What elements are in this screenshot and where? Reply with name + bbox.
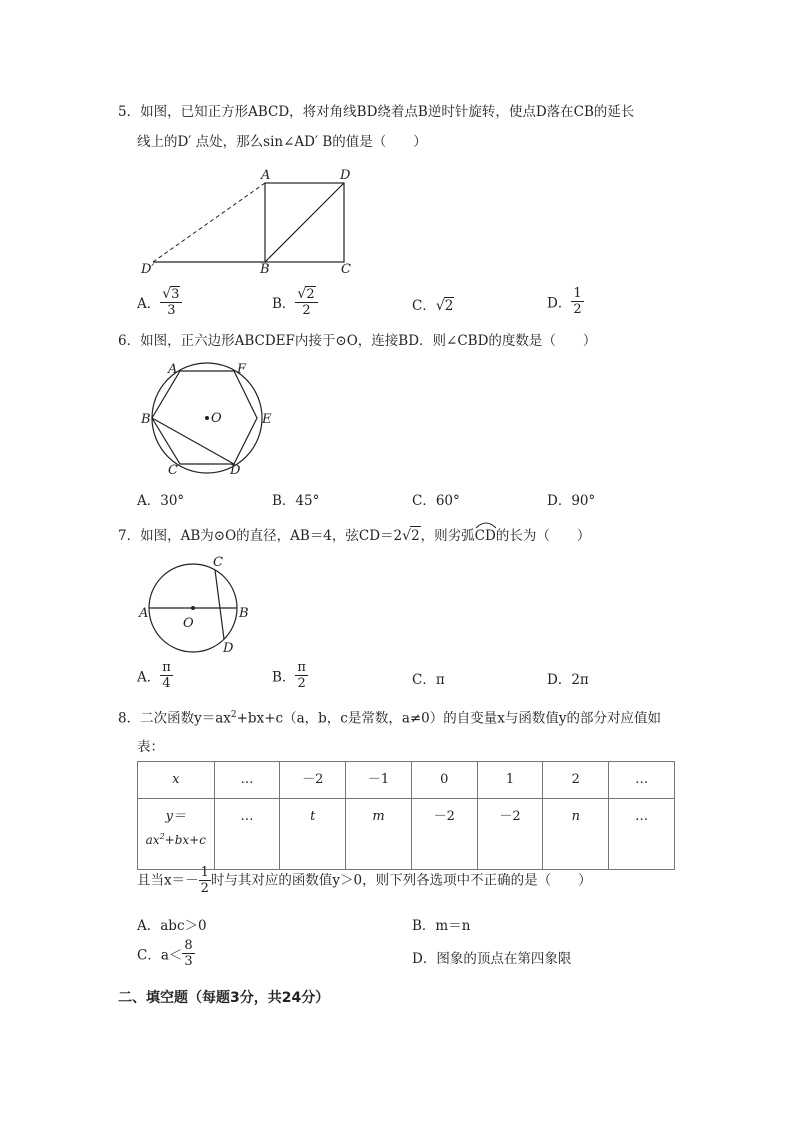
label-a: A	[261, 168, 271, 183]
q6-figure	[135, 356, 285, 481]
label-b: B	[260, 262, 270, 277]
q8-condition: 且当x＝－ $\frac{1}{2}$ 时与其对应的函数值y＞0，则下列各选项中不正确的是（ ）	[137, 865, 592, 896]
table-cell: …	[609, 799, 675, 870]
label-a: A	[168, 362, 178, 377]
q7-text: 7．如图，AB为⊙O的直径，AB＝4，弦CD＝2√2，则劣弧 CD的长为（ ）	[118, 526, 590, 545]
q5-option-c: C．√2	[412, 298, 454, 314]
label-c: C	[341, 262, 351, 277]
label-o: O	[183, 616, 194, 631]
q6-option-b: B．45°	[272, 493, 320, 509]
center-dot	[205, 416, 209, 420]
line-bd	[152, 418, 234, 464]
table-cell: …	[609, 762, 675, 799]
table-cell: 0	[411, 762, 477, 799]
label-a: A	[139, 606, 149, 621]
diagonal-bd	[265, 183, 344, 262]
table-cell: m	[346, 799, 412, 870]
label-d: D	[340, 168, 351, 183]
value-table	[137, 761, 675, 870]
q6-option-a: A．30°	[137, 493, 185, 509]
q8-option-b: B．m＝n	[412, 918, 471, 934]
table-row-x	[138, 762, 675, 799]
table-cell: n	[543, 799, 609, 870]
dashed-line-ad	[153, 183, 265, 262]
label-o: O	[211, 411, 222, 426]
q5-option-b: B． $\frac{√2}{2}$	[272, 286, 318, 318]
q5-line1: 5．如图，已知正方形ABCD，将对角线BD绕着点B逆时针旋转，使点D落在CB的延长	[118, 104, 635, 120]
q8-line2: 表：	[137, 739, 164, 755]
table-cell: …	[214, 799, 280, 870]
label-f: F	[237, 362, 247, 377]
table-cell: 2	[543, 762, 609, 799]
q6-option-d: D．90°	[547, 493, 596, 509]
label-c: C	[213, 555, 223, 570]
q6-option-c: C．60°	[412, 493, 460, 509]
arc-mark-icon	[475, 521, 497, 529]
table-cell: －1	[346, 762, 412, 799]
hexagon-abcdef	[152, 371, 257, 464]
q8-option-a: A．abc＞0	[137, 918, 207, 934]
chord-cd	[215, 570, 224, 639]
q6-text: 6．如图，正六边形ABCDEF内接于⊙O，连接BD．则∠CBD的度数是（ ）	[118, 333, 597, 349]
table-cell: －2	[477, 799, 543, 870]
q5-option-d: D． $\frac{1}{2}$	[547, 286, 582, 317]
center-dot	[191, 606, 195, 610]
table-cell-y-head: y＝ $ax^2+bx+c$	[138, 799, 215, 870]
label-dprime: D′	[141, 262, 155, 277]
label-b: B	[141, 412, 151, 427]
section-heading: 二、填空题（每题3分，共24分）	[118, 990, 330, 1006]
label-d: D	[223, 641, 234, 656]
table-cell: t	[280, 799, 346, 870]
q7-option-a: A． $\frac{\pi}{4}$	[137, 660, 171, 691]
q7-option-d: D．2π	[547, 672, 589, 688]
label-d: D	[230, 463, 241, 478]
table-cell: －2	[411, 799, 477, 870]
label-e: E	[262, 412, 272, 427]
q5-line2: 线上的D′ 点处，那么sin∠AD′ B的值是（ ）	[137, 134, 427, 150]
q8-option-c: C．a＜ $\frac{8}{3}$	[137, 938, 193, 969]
table-cell: …	[214, 762, 280, 799]
q8-line1: 8．二次函数$y=ax^2+bx+c(a$，b，c是常数，a≠0）的自变量x与函数值y的部分对应值如	[118, 710, 662, 727]
q5-figure	[135, 165, 365, 280]
label-c: C	[168, 463, 178, 478]
q8-option-d: D．图象的顶点在第四象限	[412, 951, 572, 967]
q7-figure	[135, 553, 260, 658]
table-row-y	[138, 799, 675, 870]
arc-cd: CD	[475, 527, 496, 545]
q7-option-b: B． $\frac{\pi}{2}$	[272, 660, 306, 691]
table-cell: x	[138, 762, 215, 799]
q7-option-c: C．π	[412, 672, 445, 688]
table-cell: －2	[280, 762, 346, 799]
table-cell: 1	[477, 762, 543, 799]
label-b: B	[239, 606, 249, 621]
q5-option-a: A． $\frac{√3}{3}$	[137, 286, 182, 318]
